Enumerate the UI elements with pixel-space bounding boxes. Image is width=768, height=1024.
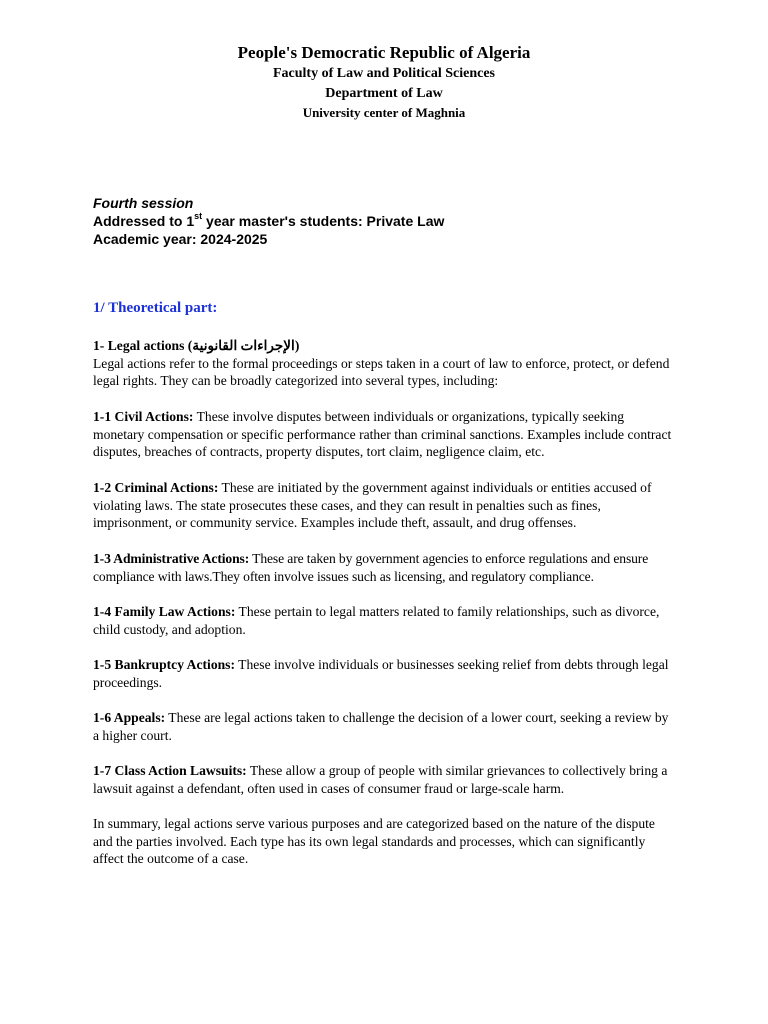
paragraph-text: These are initiated by the government against individuals or entities accused of violating laws. The state prosecutes these cases, and they can result in penalties such as fines, imprisonment, or community service. Examples include theft, assault, and drug offenses. [93, 480, 652, 531]
paragraph-text: These are taken by government agencies to enforce regulations and ensure compliance with laws.They often involve issues such as licensing, and regulatory compliance. [93, 551, 649, 584]
paragraph-text: These pertain to legal matters related to family relationships, such as divorce, child custody, and adoption. [93, 604, 660, 637]
paragraph-bankruptcy-actions [93, 656, 673, 691]
paragraph-label: 1-2 Criminal Actions: [93, 480, 219, 495]
paragraph-text: These involve individuals or businesses seeking relief from debts through legal proceedings. [93, 657, 669, 690]
paragraph-label: 1-1 Civil Actions: [93, 409, 194, 424]
paragraph-class-action-lawsuits [93, 762, 673, 797]
header-faculty: Faculty of Law and Political Sciences [272, 66, 496, 81]
addressed-suffix: year master's students: Private Law [202, 213, 445, 229]
paragraph-text: These involve disputes between individuals or organizations, typically seeking monetary compensation or specific performance rather than criminal sanctions. Examples include contract disputes, breaches of contracts, property disputes, tort claim, negligence claim, etc. [93, 409, 672, 460]
session-addressed [93, 212, 444, 230]
session-title: Fourth session [93, 195, 194, 211]
header-university: University center of Maghnia [302, 105, 466, 120]
paragraph-text: These allow a group of people with similar grievances to collectively bring a lawsuit against a defendant, often used in cases of consumer fraud or large-scale harm. [93, 763, 668, 796]
paragraph-criminal-actions [93, 479, 673, 532]
theoretical-part-title: 1/ Theoretical part: [93, 300, 218, 316]
legal-actions-section [93, 337, 673, 390]
paragraph-appeals [93, 709, 673, 744]
header-department: Department of Law [325, 86, 443, 101]
paragraph-label: 1-4 Family Law Actions: [93, 604, 236, 619]
addressed-ordinal: st [194, 211, 203, 222]
paragraph-text: These are legal actions taken to challenge the decision of a lower court, seeking a review by a higher court. [93, 710, 669, 743]
legal-actions-intro: Legal actions refer to the formal proceedings or steps taken in a court of law to enforce, protect, or defend legal rights. They can be broadly categorized into several types, including: [93, 355, 670, 389]
session-academic-year: Academic year: 2024-2025 [93, 231, 268, 247]
addressed-prefix: Addressed to 1 [93, 213, 195, 229]
paragraph-civil-actions [93, 408, 673, 461]
legal-actions-heading: 1- Legal actions (الإجراءات القانونية) [93, 338, 300, 353]
paragraph-family-law-actions [93, 603, 673, 638]
paragraph-label: 1-7 Class Action Lawsuits: [93, 763, 247, 778]
paragraph-label: 1-6 Appeals: [93, 710, 166, 725]
paragraph-label: 1-5 Bankruptcy Actions: [93, 657, 235, 672]
summary-paragraph: In summary, legal actions serve various purposes and are categorized based on the nature of the dispute and the parties involved. Each type has its own legal standards and processes, which can significantly affect the outcome of a case. [93, 816, 655, 867]
paragraph-label: 1-3 Administrative Actions: [93, 551, 250, 566]
header-country: People's Democratic Republic of Algeria [237, 43, 531, 62]
paragraph-administrative-actions [93, 550, 673, 585]
